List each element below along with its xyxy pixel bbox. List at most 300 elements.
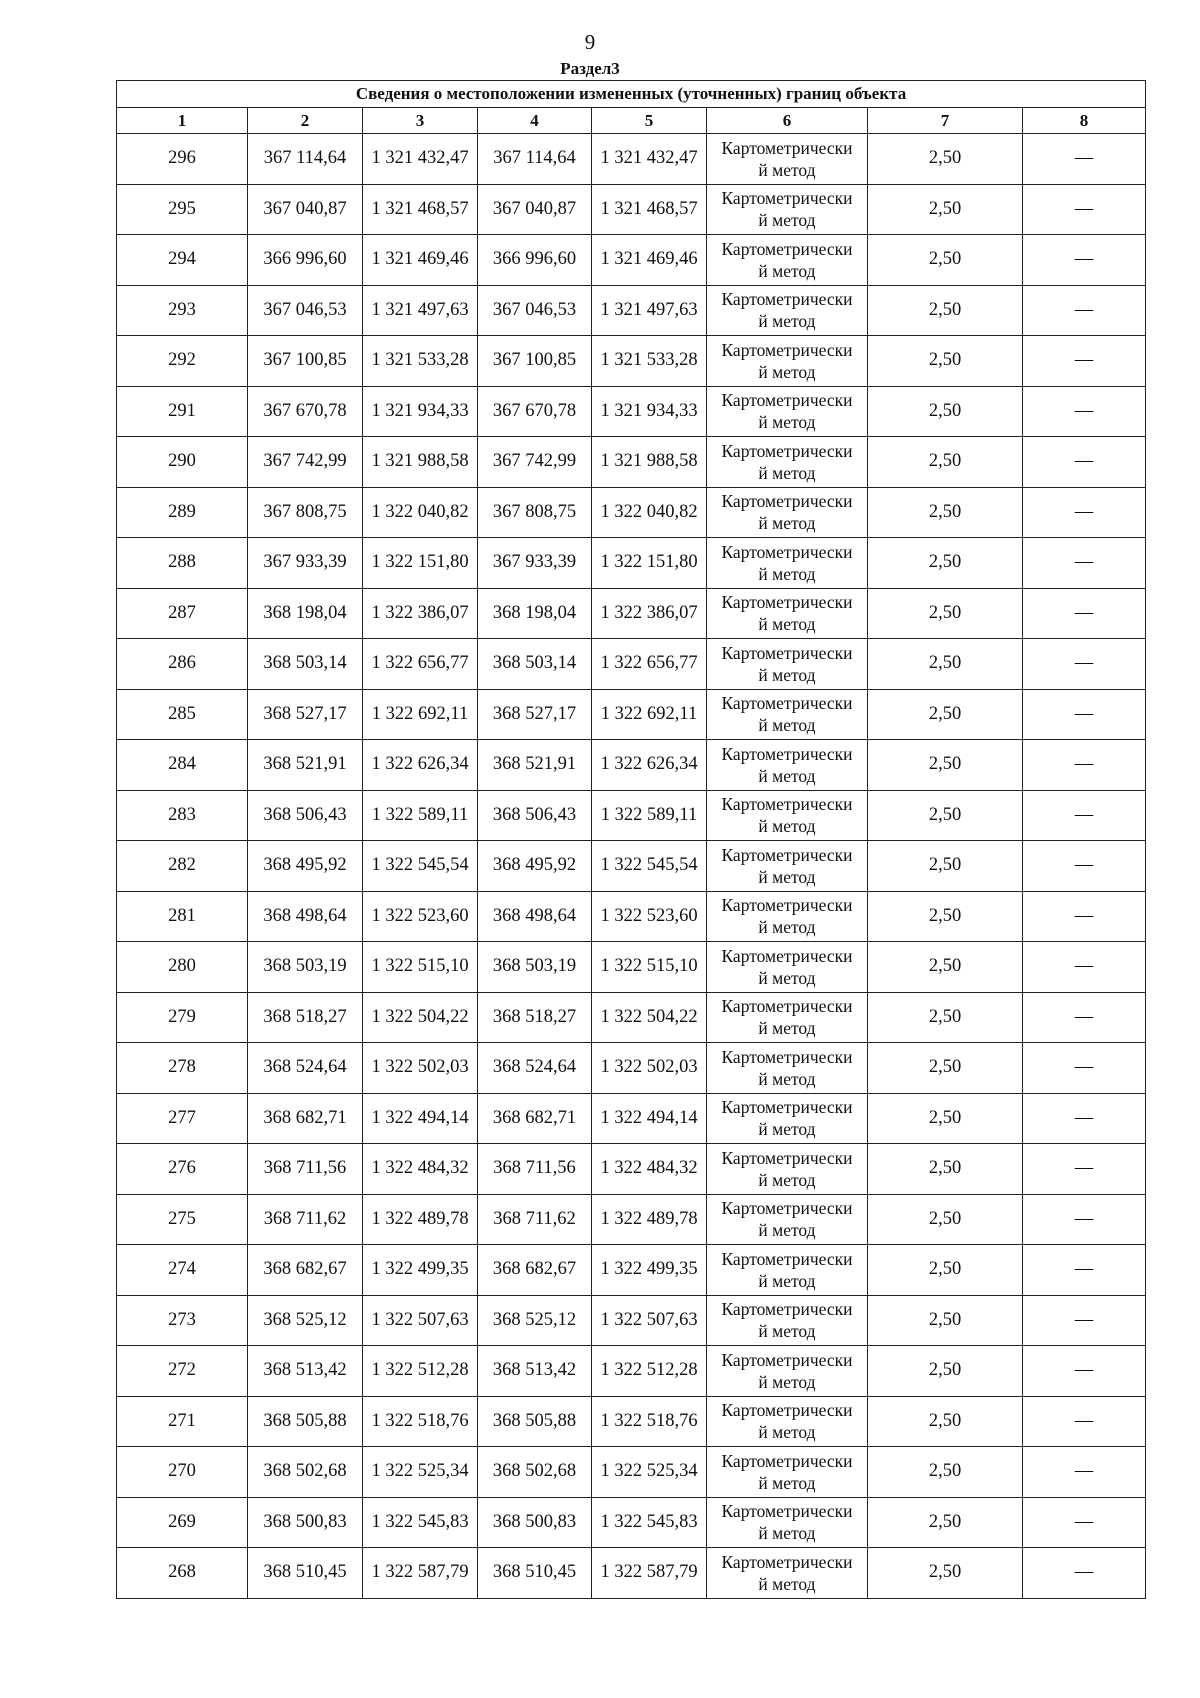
x-existing-cell: 367 933,39 (248, 538, 363, 589)
method-text: й метод (758, 866, 816, 887)
x-refined-cell: 368 513,42 (478, 1346, 592, 1397)
point-number-cell: 275 (117, 1194, 248, 1245)
method-text: Картометрически (721, 794, 853, 815)
x-refined-cell: 368 510,45 (478, 1548, 592, 1599)
table-row (117, 588, 1146, 639)
method-text: й метод (758, 664, 816, 685)
method-text: Картометрически (721, 1147, 853, 1168)
precision-cell: 2,50 (868, 639, 1023, 690)
table-row (117, 1194, 1146, 1245)
y-refined-cell: 1 321 468,57 (592, 184, 707, 235)
y-refined-cell: 1 322 626,34 (592, 740, 707, 791)
method-text: Картометрически (721, 844, 853, 865)
method-cell (707, 1497, 868, 1548)
method-text: й метод (758, 1321, 816, 1342)
point-number-cell: 285 (117, 689, 248, 740)
x-existing-cell: 367 742,99 (248, 437, 363, 488)
note-cell: — (1023, 285, 1146, 336)
method-cell (707, 386, 868, 437)
method-cell (707, 588, 868, 639)
y-existing-cell: 1 322 499,35 (363, 1245, 478, 1296)
table-row (117, 689, 1146, 740)
table-row (117, 184, 1146, 235)
note-cell: — (1023, 790, 1146, 841)
method-text: Картометрически (721, 390, 853, 411)
y-existing-cell: 1 322 545,54 (363, 841, 478, 892)
precision-cell: 2,50 (868, 790, 1023, 841)
column-header: 3 (363, 108, 478, 134)
x-refined-cell: 368 711,62 (478, 1194, 592, 1245)
method-text: й метод (758, 1523, 816, 1544)
method-text: й метод (758, 210, 816, 231)
x-refined-cell: 368 503,19 (478, 942, 592, 993)
method-text: й метод (758, 715, 816, 736)
table-row (117, 1548, 1146, 1599)
y-refined-cell: 1 322 386,07 (592, 588, 707, 639)
y-refined-cell: 1 322 504,22 (592, 992, 707, 1043)
method-text: й метод (758, 1573, 816, 1594)
x-existing-cell: 368 682,67 (248, 1245, 363, 1296)
method-cell (707, 942, 868, 993)
x-existing-cell: 368 513,42 (248, 1346, 363, 1397)
y-existing-cell: 1 322 589,11 (363, 790, 478, 841)
method-text: й метод (758, 1068, 816, 1089)
table-body (117, 134, 1146, 1599)
point-number-cell: 274 (117, 1245, 248, 1296)
y-refined-cell: 1 322 656,77 (592, 639, 707, 690)
x-existing-cell: 368 500,83 (248, 1497, 363, 1548)
boundary-points-table (116, 80, 1146, 1599)
column-header: 5 (592, 108, 707, 134)
method-text: Картометрически (721, 642, 853, 663)
table-row (117, 1245, 1146, 1296)
precision-cell: 2,50 (868, 1144, 1023, 1195)
method-text: Картометрически (721, 1299, 853, 1320)
y-refined-cell: 1 322 525,34 (592, 1447, 707, 1498)
method-text: Картометрически (721, 1097, 853, 1118)
y-existing-cell: 1 322 502,03 (363, 1043, 478, 1094)
y-existing-cell: 1 322 515,10 (363, 942, 478, 993)
point-number-cell: 293 (117, 285, 248, 336)
note-cell: — (1023, 437, 1146, 488)
x-existing-cell: 368 711,56 (248, 1144, 363, 1195)
method-cell (707, 1447, 868, 1498)
method-text: Картометрически (721, 541, 853, 562)
y-refined-cell: 1 322 518,76 (592, 1396, 707, 1447)
method-cell (707, 336, 868, 387)
y-existing-cell: 1 322 040,82 (363, 487, 478, 538)
method-text: й метод (758, 765, 816, 786)
y-refined-cell: 1 321 432,47 (592, 134, 707, 185)
x-refined-cell: 367 670,78 (478, 386, 592, 437)
column-header: 1 (117, 108, 248, 134)
column-header: 8 (1023, 108, 1146, 134)
y-existing-cell: 1 321 468,57 (363, 184, 478, 235)
x-existing-cell: 368 525,12 (248, 1295, 363, 1346)
method-text: Картометрически (721, 137, 853, 158)
precision-cell: 2,50 (868, 1346, 1023, 1397)
column-header: 4 (478, 108, 592, 134)
point-number-cell: 277 (117, 1093, 248, 1144)
precision-cell: 2,50 (868, 1093, 1023, 1144)
note-cell: — (1023, 134, 1146, 185)
y-existing-cell: 1 322 525,34 (363, 1447, 478, 1498)
y-existing-cell: 1 322 656,77 (363, 639, 478, 690)
method-text: й метод (758, 967, 816, 988)
method-text: й метод (758, 412, 816, 433)
precision-cell: 2,50 (868, 184, 1023, 235)
precision-cell: 2,50 (868, 1194, 1023, 1245)
column-header: 6 (707, 108, 868, 134)
point-number-cell: 273 (117, 1295, 248, 1346)
precision-cell: 2,50 (868, 235, 1023, 286)
precision-cell: 2,50 (868, 689, 1023, 740)
table-row (117, 740, 1146, 791)
method-text: й метод (758, 462, 816, 483)
x-existing-cell: 368 682,71 (248, 1093, 363, 1144)
method-text: Картометрически (721, 238, 853, 259)
method-text: й метод (758, 1220, 816, 1241)
x-existing-cell: 367 046,53 (248, 285, 363, 336)
note-cell: — (1023, 235, 1146, 286)
method-text: Картометрически (721, 1349, 853, 1370)
x-existing-cell: 368 498,64 (248, 891, 363, 942)
method-cell (707, 487, 868, 538)
precision-cell: 2,50 (868, 386, 1023, 437)
point-number-cell: 280 (117, 942, 248, 993)
method-cell (707, 841, 868, 892)
method-text: й метод (758, 1119, 816, 1140)
method-cell (707, 1548, 868, 1599)
x-refined-cell: 368 524,64 (478, 1043, 592, 1094)
y-refined-cell: 1 322 512,28 (592, 1346, 707, 1397)
x-refined-cell: 368 495,92 (478, 841, 592, 892)
table-row (117, 1043, 1146, 1094)
precision-cell: 2,50 (868, 841, 1023, 892)
point-number-cell: 289 (117, 487, 248, 538)
method-text: й метод (758, 1270, 816, 1291)
note-cell: — (1023, 538, 1146, 589)
method-text: Картометрически (721, 592, 853, 613)
note-cell: — (1023, 1295, 1146, 1346)
x-existing-cell: 368 524,64 (248, 1043, 363, 1094)
x-existing-cell: 367 808,75 (248, 487, 363, 538)
method-text: Картометрически (721, 188, 853, 209)
point-number-cell: 283 (117, 790, 248, 841)
y-existing-cell: 1 321 988,58 (363, 437, 478, 488)
x-existing-cell: 368 518,27 (248, 992, 363, 1043)
point-number-cell: 282 (117, 841, 248, 892)
method-cell (707, 1396, 868, 1447)
method-text: й метод (758, 917, 816, 938)
note-cell: — (1023, 1447, 1146, 1498)
y-existing-cell: 1 322 518,76 (363, 1396, 478, 1447)
table-row (117, 1144, 1146, 1195)
method-cell (707, 134, 868, 185)
table-row (117, 1497, 1146, 1548)
method-text: Картометрически (721, 1501, 853, 1522)
method-text: Картометрически (721, 1046, 853, 1067)
method-cell (707, 891, 868, 942)
table-row (117, 1295, 1146, 1346)
precision-cell: 2,50 (868, 487, 1023, 538)
table-caption: Сведения о местоположении измененных (уточненных) границ объекта (117, 81, 1146, 108)
method-text: Картометрически (721, 339, 853, 360)
x-refined-cell: 368 502,68 (478, 1447, 592, 1498)
x-existing-cell: 368 505,88 (248, 1396, 363, 1447)
point-number-cell: 296 (117, 134, 248, 185)
table-row (117, 992, 1146, 1043)
y-refined-cell: 1 322 523,60 (592, 891, 707, 942)
y-existing-cell: 1 321 497,63 (363, 285, 478, 336)
method-cell (707, 1245, 868, 1296)
y-existing-cell: 1 322 545,83 (363, 1497, 478, 1548)
x-refined-cell: 367 100,85 (478, 336, 592, 387)
y-existing-cell: 1 321 469,46 (363, 235, 478, 286)
note-cell: — (1023, 841, 1146, 892)
precision-cell: 2,50 (868, 134, 1023, 185)
x-existing-cell: 367 100,85 (248, 336, 363, 387)
table-row (117, 891, 1146, 942)
precision-cell: 2,50 (868, 740, 1023, 791)
y-refined-cell: 1 322 587,79 (592, 1548, 707, 1599)
precision-cell: 2,50 (868, 1548, 1023, 1599)
x-refined-cell: 367 040,87 (478, 184, 592, 235)
table-row (117, 235, 1146, 286)
note-cell: — (1023, 942, 1146, 993)
x-existing-cell: 368 527,17 (248, 689, 363, 740)
y-existing-cell: 1 322 626,34 (363, 740, 478, 791)
method-cell (707, 1194, 868, 1245)
method-text: й метод (758, 513, 816, 534)
method-text: Картометрически (721, 743, 853, 764)
precision-cell: 2,50 (868, 336, 1023, 387)
method-text: й метод (758, 1472, 816, 1493)
y-existing-cell: 1 322 494,14 (363, 1093, 478, 1144)
precision-cell: 2,50 (868, 285, 1023, 336)
y-existing-cell: 1 322 587,79 (363, 1548, 478, 1599)
table-row (117, 942, 1146, 993)
x-refined-cell: 367 114,64 (478, 134, 592, 185)
y-refined-cell: 1 322 515,10 (592, 942, 707, 993)
y-existing-cell: 1 322 489,78 (363, 1194, 478, 1245)
method-cell (707, 689, 868, 740)
y-existing-cell: 1 321 432,47 (363, 134, 478, 185)
x-existing-cell: 368 502,68 (248, 1447, 363, 1498)
y-refined-cell: 1 321 988,58 (592, 437, 707, 488)
precision-cell: 2,50 (868, 1447, 1023, 1498)
y-existing-cell: 1 322 523,60 (363, 891, 478, 942)
precision-cell: 2,50 (868, 1396, 1023, 1447)
method-text: Картометрически (721, 491, 853, 512)
y-refined-cell: 1 322 040,82 (592, 487, 707, 538)
note-cell: — (1023, 1497, 1146, 1548)
x-refined-cell: 368 505,88 (478, 1396, 592, 1447)
table-row (117, 487, 1146, 538)
x-existing-cell: 367 670,78 (248, 386, 363, 437)
note-cell: — (1023, 1093, 1146, 1144)
y-refined-cell: 1 322 589,11 (592, 790, 707, 841)
note-cell: — (1023, 1194, 1146, 1245)
table-row (117, 841, 1146, 892)
method-text: й метод (758, 1371, 816, 1392)
method-cell (707, 639, 868, 690)
note-cell: — (1023, 740, 1146, 791)
y-existing-cell: 1 321 934,33 (363, 386, 478, 437)
note-cell: — (1023, 1396, 1146, 1447)
point-number-cell: 278 (117, 1043, 248, 1094)
column-header: 7 (868, 108, 1023, 134)
table-row (117, 790, 1146, 841)
method-text: й метод (758, 816, 816, 837)
precision-cell: 2,50 (868, 1497, 1023, 1548)
table-row (117, 1396, 1146, 1447)
method-text: Картометрически (721, 1450, 853, 1471)
y-existing-cell: 1 322 504,22 (363, 992, 478, 1043)
table-row (117, 1447, 1146, 1498)
y-refined-cell: 1 322 494,14 (592, 1093, 707, 1144)
method-cell (707, 1144, 868, 1195)
method-cell (707, 184, 868, 235)
x-refined-cell: 368 518,27 (478, 992, 592, 1043)
method-cell (707, 285, 868, 336)
note-cell: — (1023, 639, 1146, 690)
y-refined-cell: 1 322 151,80 (592, 538, 707, 589)
x-refined-cell: 368 506,43 (478, 790, 592, 841)
y-refined-cell: 1 322 499,35 (592, 1245, 707, 1296)
page-number: 9 (584, 30, 596, 54)
section-title: Раздел3 (560, 59, 620, 78)
method-text: Картометрически (721, 945, 853, 966)
method-text: Картометрически (721, 895, 853, 916)
point-number-cell: 269 (117, 1497, 248, 1548)
method-text: й метод (758, 361, 816, 382)
y-existing-cell: 1 321 533,28 (363, 336, 478, 387)
note-cell: — (1023, 336, 1146, 387)
x-refined-cell: 368 682,67 (478, 1245, 592, 1296)
point-number-cell: 286 (117, 639, 248, 690)
x-existing-cell: 368 521,91 (248, 740, 363, 791)
y-existing-cell: 1 322 151,80 (363, 538, 478, 589)
note-cell: — (1023, 487, 1146, 538)
y-existing-cell: 1 322 386,07 (363, 588, 478, 639)
x-refined-cell: 367 046,53 (478, 285, 592, 336)
x-existing-cell: 366 996,60 (248, 235, 363, 286)
method-cell (707, 1346, 868, 1397)
precision-cell: 2,50 (868, 942, 1023, 993)
note-cell: — (1023, 1548, 1146, 1599)
method-text: й метод (758, 159, 816, 180)
method-cell (707, 235, 868, 286)
table-row (117, 386, 1146, 437)
point-number-cell: 295 (117, 184, 248, 235)
x-existing-cell: 368 503,19 (248, 942, 363, 993)
point-number-cell: 268 (117, 1548, 248, 1599)
table-row (117, 1093, 1146, 1144)
column-header: 2 (248, 108, 363, 134)
method-text: й метод (758, 1169, 816, 1190)
y-refined-cell: 1 321 497,63 (592, 285, 707, 336)
y-refined-cell: 1 322 692,11 (592, 689, 707, 740)
y-existing-cell: 1 322 484,32 (363, 1144, 478, 1195)
point-number-cell: 294 (117, 235, 248, 286)
method-cell (707, 538, 868, 589)
y-refined-cell: 1 321 934,33 (592, 386, 707, 437)
x-existing-cell: 368 495,92 (248, 841, 363, 892)
note-cell: — (1023, 588, 1146, 639)
note-cell: — (1023, 689, 1146, 740)
table-row (117, 538, 1146, 589)
method-text: Картометрически (721, 996, 853, 1017)
precision-cell: 2,50 (868, 891, 1023, 942)
x-refined-cell: 368 198,04 (478, 588, 592, 639)
x-existing-cell: 367 040,87 (248, 184, 363, 235)
x-refined-cell: 366 996,60 (478, 235, 592, 286)
method-text: й метод (758, 1018, 816, 1039)
table-row (117, 336, 1146, 387)
precision-cell: 2,50 (868, 1043, 1023, 1094)
x-refined-cell: 368 500,83 (478, 1497, 592, 1548)
point-number-cell: 292 (117, 336, 248, 387)
method-text: Картометрически (721, 1248, 853, 1269)
x-refined-cell: 367 742,99 (478, 437, 592, 488)
x-refined-cell: 368 503,14 (478, 639, 592, 690)
y-refined-cell: 1 322 507,63 (592, 1295, 707, 1346)
method-text: й метод (758, 614, 816, 635)
point-number-cell: 270 (117, 1447, 248, 1498)
x-existing-cell: 368 711,62 (248, 1194, 363, 1245)
y-refined-cell: 1 322 489,78 (592, 1194, 707, 1245)
precision-cell: 2,50 (868, 538, 1023, 589)
y-existing-cell: 1 322 692,11 (363, 689, 478, 740)
y-refined-cell: 1 321 469,46 (592, 235, 707, 286)
method-text: Картометрически (721, 1551, 853, 1572)
method-text: Картометрически (721, 289, 853, 310)
y-refined-cell: 1 322 484,32 (592, 1144, 707, 1195)
method-text: й метод (758, 311, 816, 332)
method-cell (707, 437, 868, 488)
y-refined-cell: 1 322 545,54 (592, 841, 707, 892)
method-text: Картометрически (721, 440, 853, 461)
method-cell (707, 1093, 868, 1144)
method-cell (707, 740, 868, 791)
y-refined-cell: 1 322 502,03 (592, 1043, 707, 1094)
point-number-cell: 284 (117, 740, 248, 791)
method-text: Картометрически (721, 1198, 853, 1219)
point-number-cell: 276 (117, 1144, 248, 1195)
y-refined-cell: 1 322 545,83 (592, 1497, 707, 1548)
table-row (117, 437, 1146, 488)
method-cell (707, 1043, 868, 1094)
table-row (117, 639, 1146, 690)
x-refined-cell: 368 527,17 (478, 689, 592, 740)
point-number-cell: 288 (117, 538, 248, 589)
x-refined-cell: 368 498,64 (478, 891, 592, 942)
method-text: й метод (758, 1422, 816, 1443)
table-row (117, 285, 1146, 336)
table-row (117, 134, 1146, 185)
point-number-cell: 279 (117, 992, 248, 1043)
note-cell: — (1023, 1346, 1146, 1397)
precision-cell: 2,50 (868, 1245, 1023, 1296)
x-existing-cell: 368 198,04 (248, 588, 363, 639)
precision-cell: 2,50 (868, 437, 1023, 488)
precision-cell: 2,50 (868, 1295, 1023, 1346)
x-refined-cell: 368 682,71 (478, 1093, 592, 1144)
x-refined-cell: 368 525,12 (478, 1295, 592, 1346)
point-number-cell: 287 (117, 588, 248, 639)
x-existing-cell: 368 510,45 (248, 1548, 363, 1599)
